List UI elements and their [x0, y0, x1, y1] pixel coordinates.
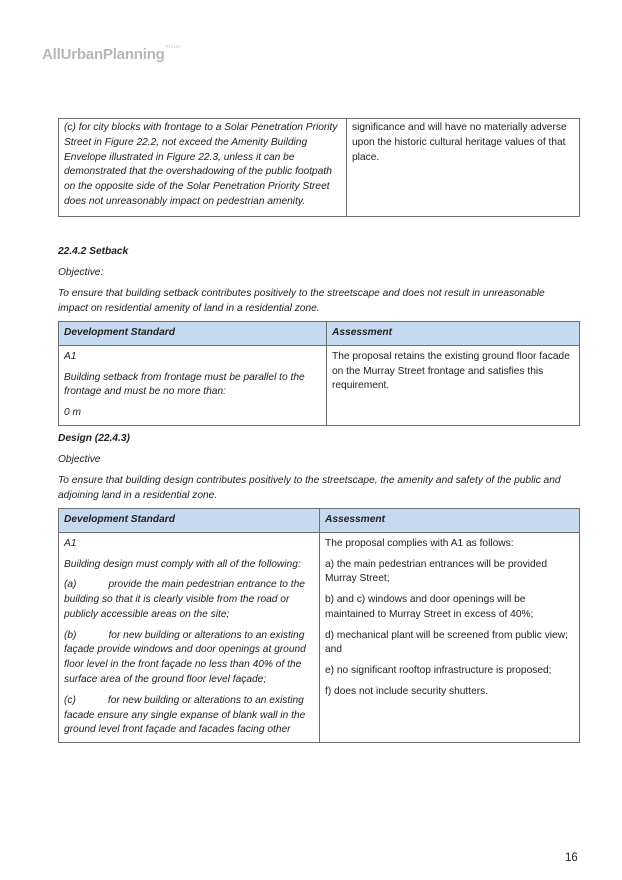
standard-code: A1 — [64, 350, 77, 362]
assessment-item-a: a) the main pedestrian entrances will be provided Murray Street; — [325, 558, 547, 585]
column-header-assessment: Assessment — [320, 509, 580, 533]
standard-cell: (c) for city blocks with frontage to a Solar Penetration Priority Street in Figure 22.2, not exceed the Amenity Building Envelope illustrated in Figure 22.3, unless it can be demonstrated that the overshadowing of the public footpath on the opposite side of the Solar Penetration Priority Street does not unreasonably impact on pedestrian amenity. — [59, 119, 347, 217]
standard-item-a — [64, 578, 314, 622]
standard-cell — [59, 532, 320, 742]
standard-item-b — [64, 629, 314, 688]
setback-heading: 22.4.2 Setback — [58, 246, 129, 257]
continuation-table — [58, 118, 580, 217]
table-row — [59, 345, 580, 425]
design-objective-label: Objective — [58, 454, 101, 465]
design-table — [58, 508, 580, 743]
assessment-cell — [320, 532, 580, 742]
standard-cell — [59, 345, 327, 425]
assessment-cell: significance and will have no materially adverse upon the historic cultural heritage values of that place. — [347, 119, 580, 217]
table-row — [59, 119, 580, 217]
assessment-item-e: e) no significant rooftop infrastructure is proposed; — [325, 665, 552, 677]
standard-item-c — [64, 694, 314, 738]
setback-objective-label: Objective: — [58, 267, 104, 278]
setback-objective-text: To ensure that building setback contributes positively to the streetscape and does not result in unreasonable impact on residential amenity of land in a residential zone. — [58, 288, 545, 314]
column-header-assessment: Assessment — [327, 322, 580, 346]
assessment-cell: The proposal retains the existing ground floor facade on the Murray Street frontage and satisfies this requirement. — [327, 345, 580, 425]
standard-code: A1 — [64, 537, 77, 549]
item-text: for new building or alterations to an existing facade ensure any single expanse of blank wall in the ground level front façade and facades facing other — [64, 694, 306, 736]
page-number: 16 — [565, 852, 578, 864]
setback-table — [58, 321, 580, 426]
company-logo — [42, 44, 180, 66]
item-label: (c) — [64, 694, 76, 706]
standard-intro: Building design must comply with all of the following: — [64, 558, 301, 570]
logo-mark: PTY LTD — [165, 44, 181, 49]
table-row — [59, 532, 580, 742]
logo-text: AllUrbanPlanning — [42, 46, 165, 63]
design-heading: Design (22.4.3) — [58, 433, 130, 444]
table-header-row — [59, 322, 580, 346]
item-text: provide the main pedestrian entrance to the building so that it is clearly visible from the road or publicly accessible areas on the site; — [64, 579, 305, 620]
assessment-item-d: d) mechanical plant will be screened from public view; and — [325, 629, 568, 656]
item-text: for new building or alterations to an existing façade provide windows and door openings at ground floor level in the front façade no less than 40% of the surface area of the ground floor level façade; — [64, 629, 306, 686]
column-header-standard: Development Standard — [59, 322, 327, 346]
standard-value: 0 m — [64, 407, 81, 419]
assessment-item-f: f) does not include security shutters. — [325, 686, 489, 698]
assessment-item-bc: b) and c) windows and door openings will be maintained to Murray Street in excess of 40%; — [325, 594, 534, 620]
standard-text: Building setback from frontage must be parallel to the frontage and must be no more than: — [64, 371, 305, 398]
assessment-intro: The proposal complies with A1 as follows: — [325, 537, 514, 549]
item-label: (b) — [64, 629, 77, 641]
column-header-standard: Development Standard — [59, 509, 320, 533]
item-label: (a) — [64, 579, 77, 591]
table-header-row — [59, 509, 580, 533]
design-objective-text: To ensure that building design contributes positively to the streetscape, the amenity and safety of the public and adjoining land in a residential zone. — [58, 475, 561, 501]
